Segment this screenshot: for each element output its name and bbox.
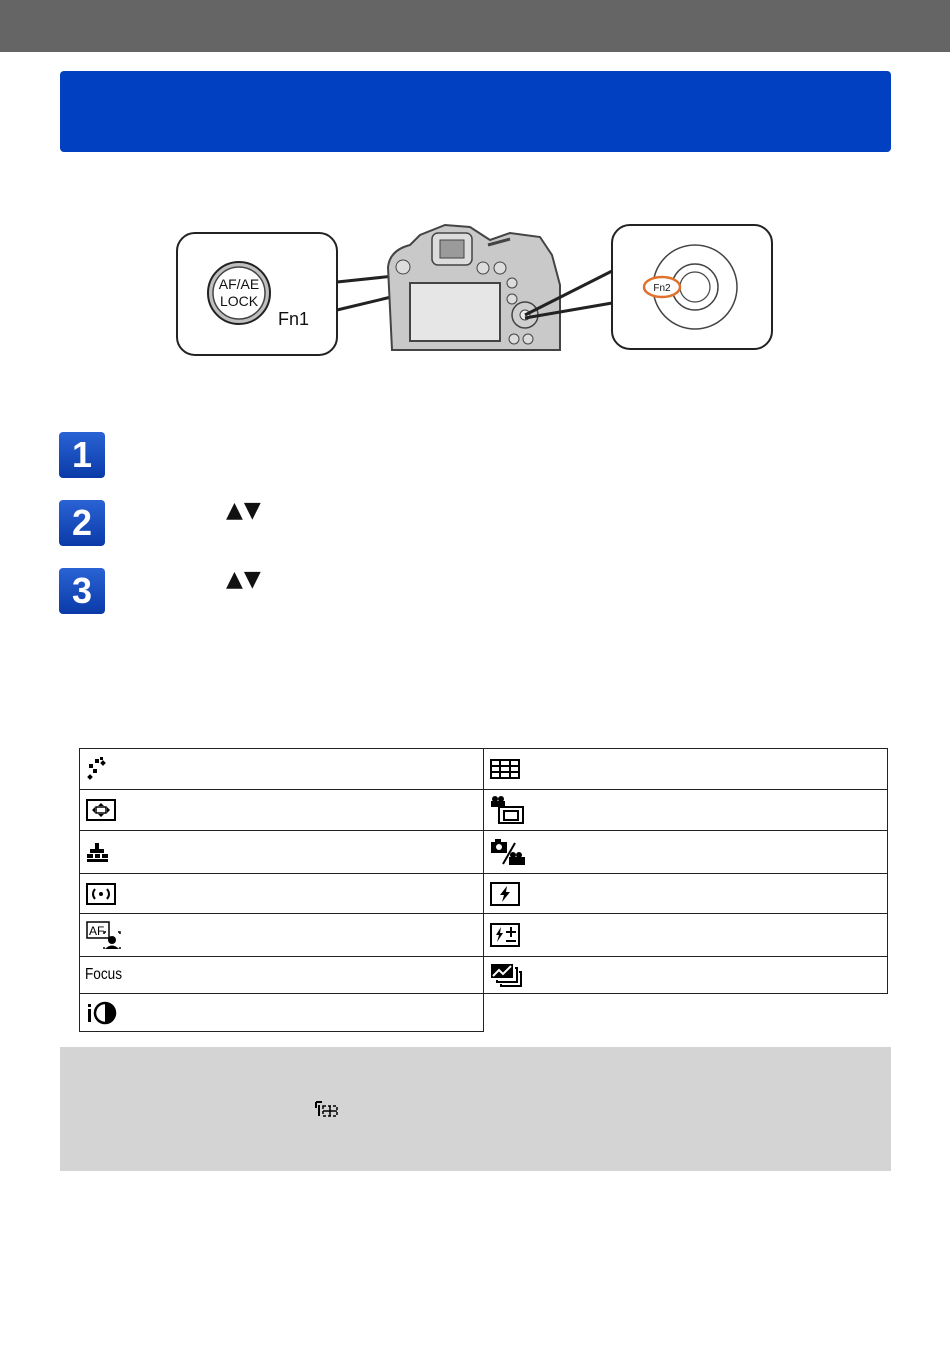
up-down-arrows: ▲▼	[226, 498, 262, 523]
table-cell	[484, 914, 888, 957]
svg-text:LOCK: LOCK	[219, 293, 259, 309]
scene-guide-icon	[85, 756, 111, 782]
aspect-ratio-icon	[85, 840, 111, 864]
table-cell	[484, 790, 888, 831]
table-cell	[80, 957, 484, 994]
flash-adjust-icon	[489, 922, 521, 948]
af-area-move-icon	[85, 798, 117, 822]
focus-bracket-icon	[314, 1100, 340, 1120]
table-cell	[484, 874, 888, 914]
table-cell	[80, 831, 484, 874]
svg-text:AF/AE: AF/AE	[218, 276, 260, 292]
rec-area-icon	[489, 795, 525, 825]
table-cell	[80, 914, 484, 957]
photo-video-switch-icon	[489, 837, 529, 867]
svg-text:AF: AF	[89, 924, 105, 938]
camera-illustration	[170, 205, 780, 365]
empty-cell	[484, 994, 888, 1032]
table-cell	[80, 790, 484, 831]
table-cell	[484, 749, 888, 790]
metering-mode-icon	[85, 882, 117, 906]
note-box	[60, 1047, 891, 1171]
guide-line-icon	[489, 758, 521, 780]
focus-label: Focus	[85, 966, 123, 983]
table-cell	[484, 831, 888, 874]
step-3-badge: 3	[59, 568, 105, 614]
step-1-badge: 1	[59, 432, 105, 478]
top-bar	[0, 0, 950, 52]
table-cell	[80, 749, 484, 790]
af-mode-icon	[85, 920, 123, 950]
i-dynamic-icon	[85, 1000, 119, 1026]
flash-mode-icon	[489, 881, 521, 907]
function-table	[79, 748, 888, 1032]
table-cell	[484, 957, 888, 994]
title-banner	[60, 71, 891, 152]
step-2-badge: 2	[59, 500, 105, 546]
table-cell	[80, 994, 484, 1032]
fn2-label: Fn2	[653, 283, 671, 294]
fn1-label: Fn1	[278, 309, 310, 329]
table-cell	[80, 874, 484, 914]
up-down-arrows: ▲▼	[226, 567, 262, 592]
bracket-icon	[489, 962, 523, 988]
